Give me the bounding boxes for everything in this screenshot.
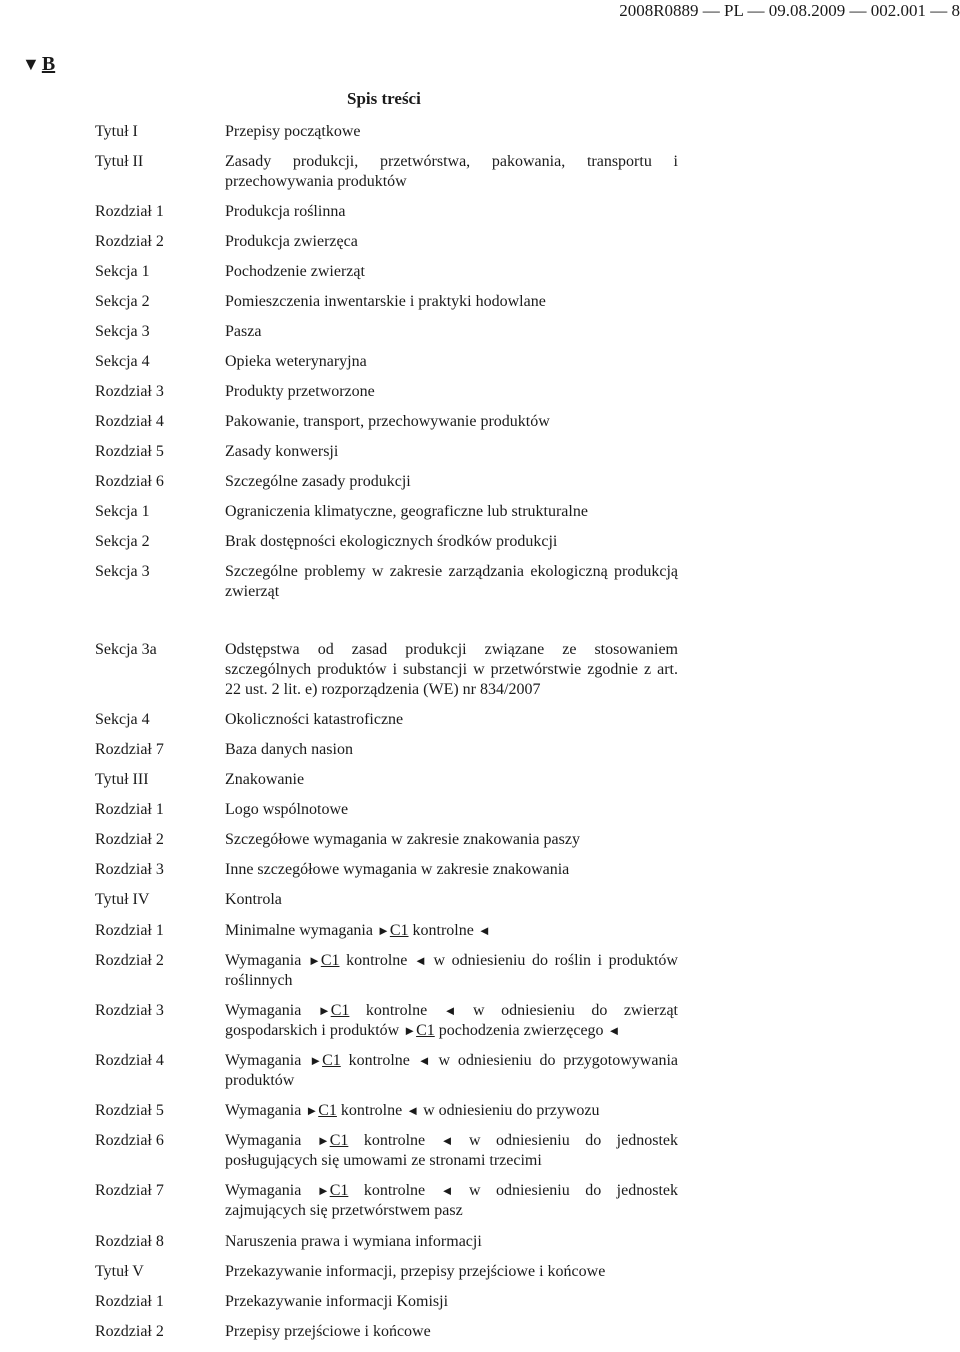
entry-text: w odniesieniu do jednostek posługujących się umowami ze stronami trzecimi	[225, 1132, 679, 1169]
amendment-code: C1	[329, 1182, 349, 1199]
amendment-end-icon: ◄	[440, 1133, 454, 1148]
entry-text: w odniesieniu do zwierząt gospodarskich i produktów	[225, 1002, 678, 1039]
amendment-end-icon: ◄	[607, 1023, 621, 1038]
toc-entry-title: Szczegółowe wymagania w zakresie znakowania paszy	[225, 831, 580, 848]
toc-entry-title: Pakowanie, transport, przechowywanie produktów	[225, 413, 550, 430]
amendment-start-icon: ►	[305, 1103, 319, 1118]
entry-text: kontrolne	[349, 1002, 444, 1019]
toc-entry-title: Przekazywanie informacji Komisji	[225, 1293, 449, 1310]
toc-entry-label: Rozdział 1	[95, 801, 164, 818]
amendment-code: C1	[322, 1052, 341, 1069]
toc-entry-label: Rozdział 5	[95, 1102, 164, 1119]
toc-entry-label: Sekcja 3	[95, 323, 150, 340]
toc-entry-label: Rozdział 3	[95, 383, 164, 400]
amendment-code: C1	[318, 1102, 337, 1119]
amendment-start-icon: ►	[316, 1183, 330, 1198]
toc-entry	[0, 710, 960, 730]
toc-entry	[0, 740, 960, 760]
entry-text: Wymagania	[225, 1052, 310, 1069]
entry-text: Wymagania	[225, 1182, 317, 1199]
entry-text: kontrolne	[340, 1052, 418, 1069]
toc-entry-label: Tytuł III	[95, 771, 149, 788]
toc-entry	[0, 412, 960, 432]
consolidation-marker	[22, 52, 55, 76]
toc-entry-title: Opieka weterynaryjna	[225, 353, 367, 370]
amendment-end-icon: ◄	[440, 1183, 454, 1198]
toc-entry	[0, 382, 960, 402]
toc-entry-label: Rozdział 7	[95, 741, 164, 758]
entry-text: Minimalne wymagania	[225, 922, 377, 939]
toc-entry-title: Inne szczegółowe wymagania w zakresie znakowania	[225, 861, 570, 878]
toc-entry-title: Znakowanie	[225, 771, 305, 788]
entry-text: Wymagania	[225, 952, 308, 969]
toc-entry-label: Sekcja 3a	[95, 641, 157, 658]
amendment-code: C1	[416, 1022, 435, 1039]
entry-text: w odniesieniu do roślin i produktów roślinnych	[225, 952, 678, 989]
toc-entry	[0, 1051, 960, 1091]
toc-entry	[0, 1001, 960, 1041]
toc-entry	[0, 921, 960, 941]
toc-entry	[0, 1232, 960, 1252]
toc-entry-title: Pochodzenie zwierząt	[225, 263, 365, 280]
toc-entry	[0, 640, 960, 700]
toc-entry-label: Rozdział 6	[95, 473, 164, 490]
amendment-start-icon: ►	[403, 1023, 417, 1038]
toc-entry	[0, 502, 960, 522]
toc-entry	[0, 951, 960, 991]
toc-entry-title	[225, 921, 678, 941]
amendment-end-icon: ◄	[417, 1053, 431, 1068]
toc-entry-title: Brak dostępności ekologicznych środków produkcji	[225, 533, 558, 550]
toc-entry-label: Rozdział 5	[95, 443, 164, 460]
toc-entry-title: Zasady produkcji, przetwórstwa, pakowania, transportu i przechowywania produktów	[225, 153, 678, 190]
toc-entry-title: Produkcja roślinna	[225, 203, 346, 220]
amendment-code: C1	[330, 1002, 350, 1019]
toc-entry-label: Rozdział 7	[95, 1182, 164, 1199]
entry-text: w odniesieniu do przygotowywania produktów	[225, 1052, 678, 1089]
toc-entry-title	[225, 1181, 678, 1221]
amendment-end-icon: ◄	[477, 923, 491, 938]
triangle-down-icon: ▼	[22, 54, 40, 74]
entry-text: kontrolne	[348, 1182, 441, 1199]
amendment-start-icon: ►	[317, 1003, 331, 1018]
toc-entry-title: Produkty przetworzone	[225, 383, 375, 400]
toc-entry-title	[225, 1131, 678, 1171]
toc-entry	[0, 472, 960, 492]
toc-entry-title: Ograniczenia klimatyczne, geograficzne lub strukturalne	[225, 503, 588, 520]
toc-group-3	[0, 921, 960, 1231]
amendment-start-icon: ►	[376, 923, 390, 938]
toc-title: Spis treści	[347, 89, 421, 108]
toc-entry	[0, 1262, 960, 1282]
toc-entry-title: Produkcja zwierzęca	[225, 233, 358, 250]
toc-entry-title: Szczególne zasady produkcji	[225, 473, 411, 490]
amendment-code: C1	[389, 922, 409, 939]
entry-text: pochodzenia zwierzęcego	[434, 1022, 608, 1039]
entry-text: kontrolne	[339, 952, 414, 969]
toc-entry-label: Sekcja 3	[95, 563, 150, 580]
amendment-start-icon: ►	[307, 953, 321, 968]
toc-entry-label: Rozdział 6	[95, 1132, 164, 1149]
toc-entry-label: Rozdział 2	[95, 233, 164, 250]
amendment-code: C1	[329, 1132, 349, 1149]
toc-entry-title: Odstępstwa od zasad produkcji związane ze stosowaniem szczególnych produktów i substancji w przetwórstwie zgodnie z art. 22 ust. 2 lit. e) rozporządzenia (WE) nr 834/2007	[225, 641, 678, 698]
toc-entry	[0, 152, 960, 192]
amendment-start-icon: ►	[316, 1133, 330, 1148]
toc-entry-label: Rozdział 3	[95, 1002, 164, 1019]
toc-entry-label: Rozdział 4	[95, 1052, 164, 1069]
toc-entry-label: Rozdział 2	[95, 952, 164, 969]
toc-entry-title: Przepisy początkowe	[225, 123, 361, 140]
entry-text: Wymagania	[225, 1002, 318, 1019]
toc-entry	[0, 202, 960, 222]
toc-entry-title: Przepisy przejściowe i końcowe	[225, 1323, 431, 1340]
toc-entry-title: Szczególne problemy w zakresie zarządzania ekologiczną produkcją zwierząt	[225, 563, 678, 600]
toc-entry	[0, 292, 960, 312]
toc-entry-title: Okoliczności katastroficzne	[225, 711, 404, 728]
marker-code: B	[41, 53, 56, 75]
toc-entry	[0, 1322, 960, 1342]
toc-entry-title: Pomieszczenia inwentarskie i praktyki hodowlane	[225, 293, 546, 310]
toc-entry-label: Sekcja 1	[95, 503, 150, 520]
toc-entry-label: Tytuł II	[95, 153, 144, 170]
toc-entry	[0, 532, 960, 552]
toc-entry	[0, 800, 960, 820]
toc-entry	[0, 1101, 960, 1121]
toc-entry-label: Rozdział 1	[95, 1293, 164, 1310]
toc-entry-label: Tytuł I	[95, 123, 138, 140]
toc-entry-title: Naruszenia prawa i wymiana informacji	[225, 1233, 482, 1250]
toc-entry-title	[225, 1101, 678, 1121]
toc-group-1	[0, 122, 960, 612]
toc-entry-label: Sekcja 4	[95, 711, 150, 728]
toc-entry	[0, 562, 960, 602]
toc-entry-label: Sekcja 4	[95, 353, 150, 370]
toc-group-4	[0, 1232, 960, 1352]
toc-entry-label: Rozdział 2	[95, 831, 164, 848]
entry-text: w odniesieniu do jednostek zajmujących się przetwórstwem pasz	[225, 1182, 679, 1219]
toc-entry-label: Rozdział 8	[95, 1233, 164, 1250]
toc-entry-label: Rozdział 3	[95, 861, 164, 878]
running-header: 2008R0889 — PL — 09.08.2009 — 002.001 — 8	[619, 1, 960, 20]
toc-entry-title: Logo wspólnotowe	[225, 801, 349, 818]
toc-entry-label: Rozdział 1	[95, 203, 164, 220]
toc-entry-label: Sekcja 1	[95, 263, 150, 280]
toc-entry	[0, 830, 960, 850]
toc-entry-label: Sekcja 2	[95, 533, 150, 550]
amendment-end-icon: ◄	[443, 1003, 457, 1018]
toc-group-2	[0, 640, 960, 920]
toc-entry	[0, 352, 960, 372]
amendment-end-icon: ◄	[414, 953, 427, 968]
toc-entry	[0, 860, 960, 880]
toc-entry-label: Rozdział 4	[95, 413, 164, 430]
entry-text: kontrolne	[408, 922, 478, 939]
amendment-end-icon: ◄	[406, 1103, 420, 1118]
toc-entry-title: Pasza	[225, 323, 262, 340]
toc-entry-title: Baza danych nasion	[225, 741, 353, 758]
toc-entry-label: Tytuł IV	[95, 891, 150, 908]
toc-entry	[0, 1181, 960, 1221]
toc-entry-title: Przekazywanie informacji, przepisy przejściowe i końcowe	[225, 1263, 606, 1280]
entry-text: Wymagania	[225, 1132, 317, 1149]
toc-entry-title: Kontrola	[225, 891, 282, 908]
toc-entry	[0, 890, 960, 910]
toc-entry	[0, 262, 960, 282]
toc-entry	[0, 232, 960, 252]
toc-entry-title	[225, 1051, 678, 1091]
entry-text: kontrolne	[336, 1102, 407, 1119]
toc-entry-title	[225, 1001, 678, 1041]
toc-entry-label: Tytuł V	[95, 1263, 144, 1280]
entry-text: Wymagania	[225, 1102, 306, 1119]
amendment-start-icon: ►	[309, 1053, 323, 1068]
toc-entry	[0, 770, 960, 790]
toc-entry-label: Sekcja 2	[95, 293, 150, 310]
toc-entry-label: Rozdział 2	[95, 1323, 164, 1340]
toc-entry-title	[225, 951, 678, 991]
toc-entry-title: Zasady konwersji	[225, 443, 339, 460]
toc-entry	[0, 442, 960, 462]
entry-text: w odniesieniu do przywozu	[419, 1102, 600, 1119]
toc-entry	[0, 1131, 960, 1171]
toc-entry	[0, 322, 960, 342]
amendment-code: C1	[320, 952, 340, 969]
toc-entry	[0, 122, 960, 142]
entry-text: kontrolne	[348, 1132, 441, 1149]
toc-entry-label: Rozdział 1	[95, 922, 164, 939]
toc-entry	[0, 1292, 960, 1312]
